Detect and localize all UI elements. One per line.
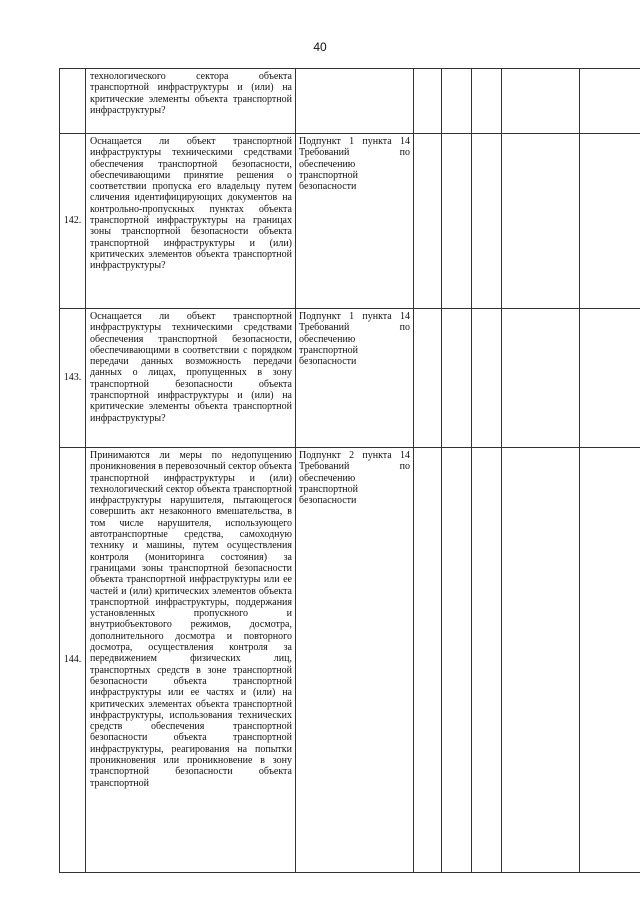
question-cell: Принимаются ли меры по недопущению проникновения в перевозочный сектор объекта транспортной инфраструктуры и (или) технологический сектор объекта транспортной инфраструктуры нарушителя, пытающегося совершить акт незаконного вмешательства, в том числе нарушителя, использующего автотранспортные средства, самоходную технику и машины, путем осуществления контроля (мониторинга состояния) за границами зоны транспортной безопасности объекта транспортной инфраструктуры или ее частей и (или) критических элементов объекта транспортной инфраструктуры, поддержания установленных пропускного и внутриобъектового режимов, досмотра, дополнительного досмотра и повторного досмотра, осуществления контроля за передвижением физических лиц, транспортных средств в зоне транспортной безопасности объекта транспортной инфраструктуры или ее частях и (или) на критических элементах объекта транспортной инфраструктуры, использования технических средств обеспечения транспортной безопасности объекта транспортной инфраструктуры, реагирования на попытки проникновения или проникновение в зону транспортной безопасности объекта транспортной bbox=[86, 448, 296, 873]
comment-cell bbox=[580, 309, 640, 448]
not-applicable-cell bbox=[472, 448, 502, 873]
yes-cell bbox=[414, 448, 442, 873]
row-number: 142. bbox=[60, 134, 86, 309]
yes-cell bbox=[414, 134, 442, 309]
comment-cell bbox=[580, 134, 640, 309]
yes-cell bbox=[414, 309, 442, 448]
note-cell bbox=[502, 69, 580, 134]
table-row bbox=[60, 309, 640, 448]
reference-cell: Подпункт 1 пункта 14 Требований по обеспечению транспортной безопасности bbox=[296, 134, 414, 309]
no-cell bbox=[442, 134, 472, 309]
reference-cell: Подпункт 2 пункта 14 Требований по обеспечению транспортной безопасности bbox=[296, 448, 414, 873]
note-cell bbox=[502, 134, 580, 309]
row-number: 144. bbox=[60, 448, 86, 873]
question-cell: технологического сектора объекта транспортной инфраструктуры и (или) на критические элементы объекта транспортной инфраструктуры? bbox=[86, 69, 296, 134]
reference-cell bbox=[296, 69, 414, 134]
table-row bbox=[60, 448, 640, 873]
note-cell bbox=[502, 448, 580, 873]
no-cell bbox=[442, 448, 472, 873]
table-row bbox=[60, 134, 640, 309]
not-applicable-cell bbox=[472, 134, 502, 309]
table-row bbox=[60, 69, 640, 134]
not-applicable-cell bbox=[472, 309, 502, 448]
comment-cell bbox=[580, 69, 640, 134]
page-number: 40 bbox=[313, 40, 327, 54]
no-cell bbox=[442, 309, 472, 448]
checklist-table bbox=[59, 68, 640, 873]
reference-cell: Подпункт 1 пункта 14 Требований по обеспечению транспортной безопасности bbox=[296, 309, 414, 448]
not-applicable-cell bbox=[472, 69, 502, 134]
yes-cell bbox=[414, 69, 442, 134]
question-cell: Оснащается ли объект транспортной инфраструктуры техническими средствами обеспечения транспортной безопасности, обеспечивающими в соответствии с порядком передачи данных возможность передачи данных о лицах, пропущенных в зону транспортной безопасности объекта транспортной инфраструктуры и (или) на критические элементы объекта транспортной инфраструктуры? bbox=[86, 309, 296, 448]
row-number: 143. bbox=[60, 309, 86, 448]
row-number bbox=[60, 69, 86, 134]
question-cell: Оснащается ли объект транспортной инфраструктуры техническими средствами обеспечения транспортной безопасности, обеспечивающими принятие решения о соответствии пропуска его владельцу путем сличения идентифицирующих документов на контрольно-пропускных пунктах объекта транспортной инфраструктуры на границах зоны транспортной безопасности объекта транспортной инфраструктуры и (или) критических элементов объекта транспортной инфраструктуры? bbox=[86, 134, 296, 309]
comment-cell bbox=[580, 448, 640, 873]
note-cell bbox=[502, 309, 580, 448]
no-cell bbox=[442, 69, 472, 134]
